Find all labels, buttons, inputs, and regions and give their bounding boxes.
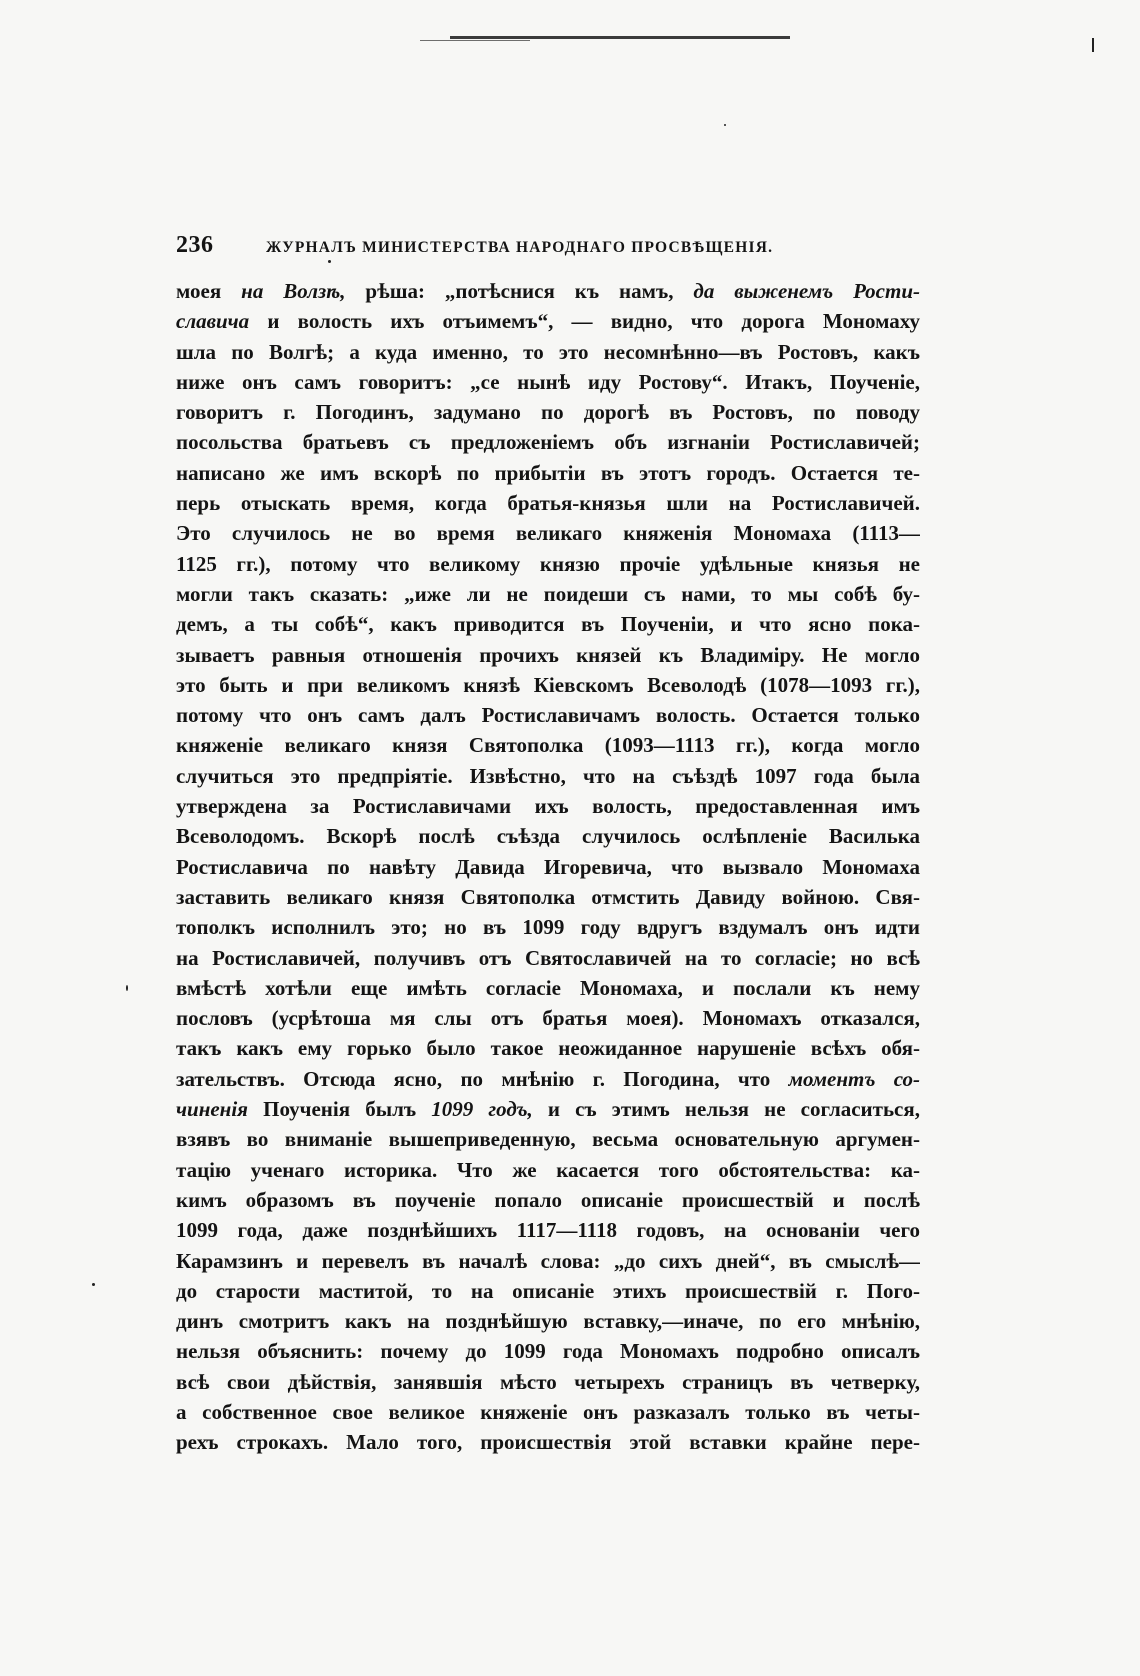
text-line — [176, 730, 920, 760]
text-line — [176, 609, 920, 639]
text-line — [176, 337, 920, 367]
text-span: ниже онъ самъ говоритъ: „се нынѣ иду Ростову“. Итакъ, Поученіе, — [176, 369, 920, 394]
text-line — [176, 1246, 920, 1276]
scan-artifact-rule — [420, 40, 530, 41]
running-title: ЖУРНАЛЪ МИНИСТЕРСТВА НАРОДНАГО ПРОСВѢЩЕНІЯ. — [266, 239, 774, 256]
text-line — [176, 367, 920, 397]
text-span: рѣша: „потѣснися къ намъ, — [345, 279, 694, 303]
text-line — [176, 1397, 920, 1427]
text-span: тополкъ исполнилъ это; но въ 1099 году вдругъ вздумалъ онъ идти — [176, 915, 920, 940]
text-line — [176, 458, 920, 488]
text-span: нельзя объяснить: почему до 1099 года Мономахъ подробно описалъ — [176, 1339, 920, 1364]
text-span: а собственное свое великое княженіе онъ разказалъ только въ четы- — [176, 1399, 920, 1424]
text-span: кимъ образомъ въ поученіе попало описаніе происшествій и послѣ — [176, 1187, 920, 1212]
italic-span: славича — [176, 309, 250, 334]
text-line — [176, 852, 920, 882]
text-line — [176, 1124, 920, 1154]
page-number: 236 — [176, 232, 214, 258]
text-span: Всеволодомъ. Вскорѣ послѣ съѣзда случилось ослѣпленіе Василька — [176, 824, 920, 849]
text-line — [176, 700, 920, 730]
text-line — [176, 912, 920, 942]
text-span: моея — [176, 279, 242, 303]
text-span: потому что онъ самъ далъ Ростиславичамъ волость. Остается только — [176, 703, 920, 728]
text-span: Карамзинъ и перевелъ въ началѣ слова: „до сихъ дней“, въ смыслѣ— — [176, 1248, 920, 1273]
text-line — [176, 1306, 920, 1336]
text-span: перь отыскать время, когда братья-князья шли на Ростиславичей. — [176, 491, 920, 516]
text-line — [176, 306, 920, 336]
text-span: взявъ во вниманіе вышеприведенную, весьма основательную аргумен- — [176, 1127, 920, 1152]
scan-speck — [126, 985, 128, 991]
text-span: Ростиславича по навѣту Давида Игоревича, что вызвало Мономаха — [176, 854, 920, 879]
book-page — [176, 232, 920, 1458]
text-span: демъ, а ты собѣ“, какъ приводится въ Поученіи, и что ясно пока- — [176, 612, 920, 637]
text-line — [176, 1215, 920, 1245]
text-line — [176, 821, 920, 851]
italic-span: да выженемъ Рости- — [693, 279, 920, 303]
text-line — [176, 549, 920, 579]
text-line — [176, 943, 920, 973]
text-span: написано же имъ вскорѣ по прибытіи въ этотъ городъ. Остается те- — [176, 460, 920, 485]
text-line — [176, 973, 920, 1003]
text-span: Это случилось не во время великаго княженія Мономаха (1113— — [176, 521, 920, 546]
text-line — [176, 1003, 920, 1033]
text-line — [176, 1064, 920, 1094]
text-line — [176, 670, 920, 700]
text-span: зываетъ равныя отношенія прочихъ князей къ Владиміру. Не могло — [176, 642, 920, 667]
text-line — [176, 1276, 920, 1306]
scan-artifact-mark — [1092, 38, 1094, 52]
text-span: случиться это предпріятіе. Извѣстно, что на съѣздѣ 1097 года была — [176, 763, 920, 788]
text-line — [176, 1367, 920, 1397]
text-span: рехъ строкахъ. Мало того, происшествія этой вставки крайне пере- — [176, 1430, 920, 1455]
text-line — [176, 1427, 920, 1457]
italic-span: 1099 годъ, — [431, 1097, 533, 1122]
text-line — [176, 882, 920, 912]
text-span: пословъ (усрѣтоша мя слы отъ братья моея). Мономахъ отказался, — [176, 1006, 920, 1031]
text-span: 1125 гг.), потому что великому князю прочіе удѣльные князья не — [176, 551, 920, 576]
text-line — [176, 276, 920, 306]
text-line — [176, 761, 920, 791]
text-span: такъ какъ ему горько было такое неожиданное нарушеніе всѣхъ обя- — [176, 1036, 920, 1061]
text-line — [176, 1336, 920, 1366]
text-span: вмѣстѣ хотѣли еще имѣть согласіе Мономаха, и послали къ нему — [176, 975, 920, 1000]
text-line — [176, 1094, 920, 1124]
text-span: могли такъ сказать: „иже ли не поидеши съ нами, то мы собѣ бу- — [176, 581, 920, 606]
text-line — [176, 488, 920, 518]
italic-span: на Волзѣ, — [241, 279, 346, 303]
text-span: шла по Волгѣ; а куда именно, то это несомнѣнно—въ Ростовъ, какъ — [176, 339, 920, 364]
scan-artifact-rule — [450, 36, 790, 39]
text-span: и съ этимъ нельзя не согласиться, — [532, 1097, 920, 1122]
italic-span: моментъ со- — [788, 1066, 920, 1091]
text-line — [176, 427, 920, 457]
text-span: зательствъ. Отсюда ясно, по мнѣнію г. Погодина, что — [176, 1066, 789, 1091]
text-span: на Ростиславичей, получивъ отъ Святославичей на то согласіе; но всѣ — [176, 945, 920, 970]
text-span: 1099 года, даже позднѣйшихъ 1117—1118 годовъ, на основаніи чего — [176, 1218, 920, 1243]
text-span: динъ смотритъ какъ на позднѣйшую вставку,—иначе, по его мнѣнію, — [176, 1309, 920, 1334]
scan-speck — [92, 1283, 95, 1286]
text-span: утверждена за Ростиславичами ихъ волость, предоставленная имъ — [176, 794, 920, 819]
text-span: до старости маститой, то на описаніе этихъ происшествій г. Пого- — [176, 1278, 920, 1303]
text-span: Поученія былъ — [248, 1097, 432, 1122]
text-line — [176, 791, 920, 821]
text-line — [176, 1155, 920, 1185]
text-span: говоритъ г. Погодинъ, задумано по дорогѣ въ Ростовъ, по поводу — [176, 400, 920, 425]
text-line — [176, 579, 920, 609]
text-line — [176, 1033, 920, 1063]
text-span: посольства братьевъ съ предложеніемъ объ изгнаніи Ростиславичей; — [176, 430, 920, 455]
page-header — [176, 232, 920, 266]
text-line — [176, 397, 920, 427]
text-span: это быть и при великомъ князѣ Кіевскомъ Всеволодѣ (1078—1093 гг.), — [176, 672, 920, 697]
text-line — [176, 1185, 920, 1215]
text-span: и волость ихъ отъимемъ“, — видно, что дорога Мономаху — [249, 309, 920, 334]
italic-span: чиненія — [176, 1097, 248, 1122]
text-span: тацію ученаго историка. Что же касается того обстоятельства: ка- — [176, 1157, 920, 1182]
text-line — [176, 518, 920, 548]
body-text — [176, 276, 920, 1458]
text-span: всѣ свои дѣйствія, занявшія мѣсто четырехъ страницъ въ четверку, — [176, 1369, 920, 1394]
scan-speck — [724, 124, 726, 126]
text-span: княженіе великаго князя Святополка (1093—1113 гг.), когда могло — [176, 733, 920, 758]
text-line — [176, 640, 920, 670]
text-span: заставить великаго князя Святополка отмстить Давиду войною. Свя- — [176, 884, 920, 909]
